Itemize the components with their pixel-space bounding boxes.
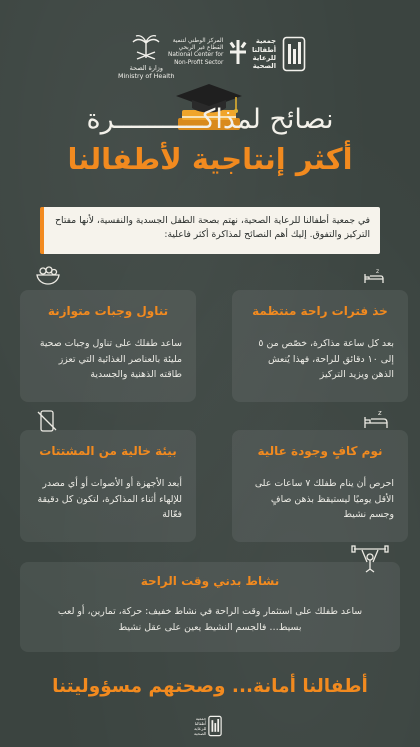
tip-body: ساعد طفلك على تناول وجبات صحية مليئة بالعناصر الغذائية التي تعزز طاقته الذهنية والجسدية xyxy=(39,338,182,381)
svg-text:z: z xyxy=(378,409,382,417)
intro-text: في جمعية أطفالنا للرعاية الصحية، نهتم بصحة الطفل الجسدية والنفسية، لأنها مفتاح التركيز والتفوق. إليك أهم النصائح لمذاكرة أكثر فاعلية: xyxy=(40,207,380,254)
footer-logo xyxy=(194,711,226,741)
moh-palm-icon xyxy=(129,32,163,62)
tip-title: خذ فترات راحة منتظمة xyxy=(252,304,388,318)
tip-card-sleep xyxy=(232,430,408,542)
tip-card-physical-activity xyxy=(20,562,400,652)
atfalna-logo xyxy=(252,36,306,72)
tip-title: نوم كافٍ وجودة عالية xyxy=(257,444,383,458)
tip-title: نشاط بدني وقت الراحة xyxy=(140,574,280,588)
footer-slogan: أطفالنا أمانة... وصحتهم مسؤوليتنا xyxy=(52,676,368,697)
atfalna-logo-icon xyxy=(282,36,306,72)
tip-body: بعد كل ساعة مذاكرة، خصّص من ٥ إلى ١٠ دقائق للراحة، فهذا يُنعش الذهن ويزيد التركيز xyxy=(258,338,394,381)
tip-title: بيئة خالية من المشتتات xyxy=(39,444,177,458)
sleep-bed-icon-2 xyxy=(363,407,389,431)
sleep-bed-icon xyxy=(363,266,385,286)
moh-logo xyxy=(118,32,175,80)
title-line2: أكثر إنتاجية لأطفالنا xyxy=(67,142,353,176)
tip-body: أبعد الأجهزة أو الأصوات أو أي مصدر للإلهاء أثناء المذاكرة، لتكون كل دقيقة فعّالة xyxy=(37,478,182,521)
tip-body: احرص أن ينام طفلك ٧ ساعات على الأقل يوميًا ليستيقظ بذهن صافٍ وجسم نشيط xyxy=(254,478,394,521)
tip-body: ساعد طفلك على استثمار وقت الراحة في نشاط خفيف: حركة، تمارين، أو لعب بسيط… فالجسم النشيط يعين على عقل نشيط xyxy=(57,606,363,633)
atfalna-logo-text: جمعية أطفالنا للرعاية الصحية xyxy=(252,37,277,71)
svg-text:z: z xyxy=(376,268,380,275)
header-logos xyxy=(0,30,420,82)
title-line1: نصائح لمذاكـــــــــــرة xyxy=(86,104,334,135)
tip-card-no-distractions xyxy=(20,430,196,542)
ncnp-logo-text: المركز الوطني لتنمية القطاع غير الربحي National Center for Non-Profit Sector xyxy=(168,38,224,66)
tip-card-rest-breaks xyxy=(232,290,408,402)
tip-title: تناول وجبات متوازنة xyxy=(47,304,169,318)
food-bowl-icon xyxy=(35,265,61,285)
ncnp-logo xyxy=(168,38,247,67)
footer-logo-text: جمعية أطفالنا للرعاية الصحية xyxy=(194,715,207,737)
ncnp-icon xyxy=(229,38,247,66)
tip-card-balanced-meals xyxy=(20,290,196,402)
moh-logo-text: وزارة الصحة Ministry of Health xyxy=(118,64,175,80)
footer-logo-icon xyxy=(208,715,222,737)
